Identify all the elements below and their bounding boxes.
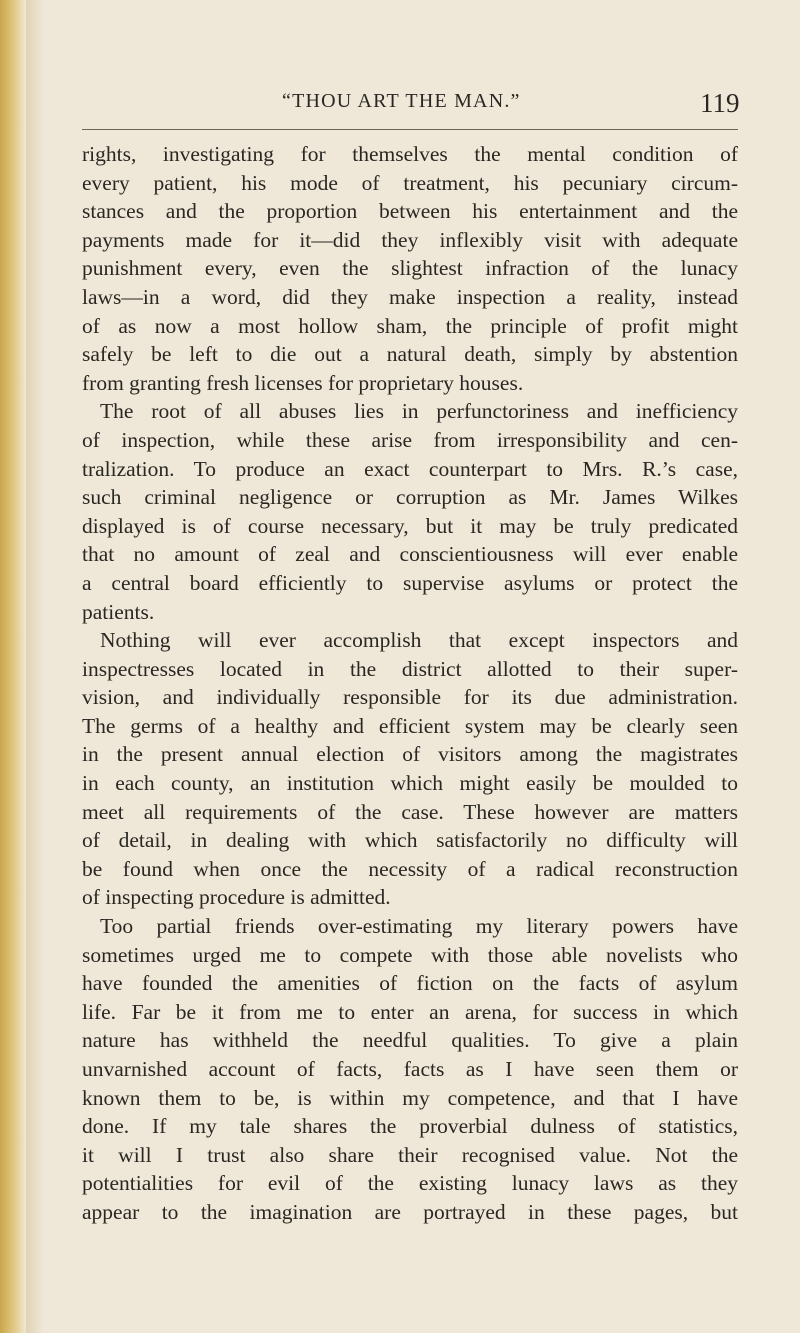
text-line: appear to the imagination are portrayed in these pages, but (82, 1199, 738, 1224)
text-line: stances and the proportion between his entertainment and the (82, 199, 738, 224)
text-line: payments made for it—did they inflexibly visit with adequate (82, 227, 738, 252)
paragraph-start-line: Nothing will ever accomplish that except inspectors and (100, 628, 738, 653)
running-head (0, 88, 800, 128)
text-line: of inspection, while these arise from irresponsibility and cen- (82, 427, 738, 452)
text-line: punishment every, even the slightest infraction of the lunacy (82, 256, 738, 281)
page-number: 119 (700, 88, 740, 118)
text-line: vision, and individually responsible for its due administration. (82, 685, 738, 710)
text-line: be found when once the necessity of a radical reconstruction (82, 856, 738, 881)
text-line: of inspecting procedure is admitted. (82, 885, 391, 910)
text-line: such criminal negligence or corruption as Mr. James Wilkes (82, 485, 738, 510)
paragraph-start-line: Too partial friends over-estimating my literary powers have (100, 914, 738, 939)
paragraph-start-line: The root of all abuses lies in perfunctoriness and inefficiency (100, 399, 738, 424)
text-line: safely be left to die out a natural death, simply by abstention (82, 342, 738, 367)
text-line: inspectresses located in the district allotted to their super- (82, 656, 738, 681)
header-rule (82, 129, 738, 130)
text-line: laws—in a word, did they make inspection a reality, instead (82, 284, 738, 309)
text-line: sometimes urged me to compete with those able novelists who (82, 942, 738, 967)
text-line: of as now a most hollow sham, the principle of profit might (82, 313, 738, 338)
text-line: in each county, an institution which might easily be moulded to (82, 771, 738, 796)
text-line: nature has withheld the needful qualities. To give a plain (82, 1028, 738, 1053)
text-line: of detail, in dealing with which satisfactorily no difficulty will (82, 828, 738, 853)
text-line: The germs of a healthy and efficient system may be clearly seen (82, 713, 738, 738)
text-line: meet all requirements of the case. These however are matters (82, 799, 738, 824)
page-binding-edge (0, 0, 26, 1333)
text-line: tralization. To produce an exact counterpart to Mrs. R.’s case, (82, 456, 738, 481)
text-line: potentialities for evil of the existing lunacy laws as they (82, 1171, 738, 1196)
text-line: rights, investigating for themselves the mental condition of (82, 142, 738, 166)
text-line: displayed is of course necessary, but it may be truly predicated (82, 513, 738, 538)
text-line: have founded the amenities of fiction on the facts of asylum (82, 971, 738, 996)
running-title: “THOU ART THE MAN.” (282, 90, 521, 112)
text-line: known them to be, is within my competence, and that I have (82, 1085, 738, 1110)
text-line: that no amount of zeal and conscientiousness will ever enable (82, 542, 738, 567)
text-line: it will I trust also share their recognised value. Not the (82, 1142, 738, 1167)
text-line: done. If my tale shares the proverbial dulness of statistics, (82, 1114, 738, 1139)
text-line: unvarnished account of facts, facts as I have seen them or (82, 1057, 738, 1081)
text-line: every patient, his mode of treatment, his pecuniary circum- (82, 170, 738, 195)
text-line: in the present annual election of visitors among the magistrates (82, 742, 738, 767)
text-line: a central board efficiently to supervise asylums or protect the (82, 570, 738, 595)
text-line: patients. (82, 599, 155, 624)
text-line: from granting fresh licenses for proprietary houses. (82, 370, 524, 395)
body-text (82, 140, 738, 1227)
text-line: life. Far be it from me to enter an arena, for success in which (82, 999, 738, 1024)
page-gutter-shadow (26, 0, 44, 1333)
